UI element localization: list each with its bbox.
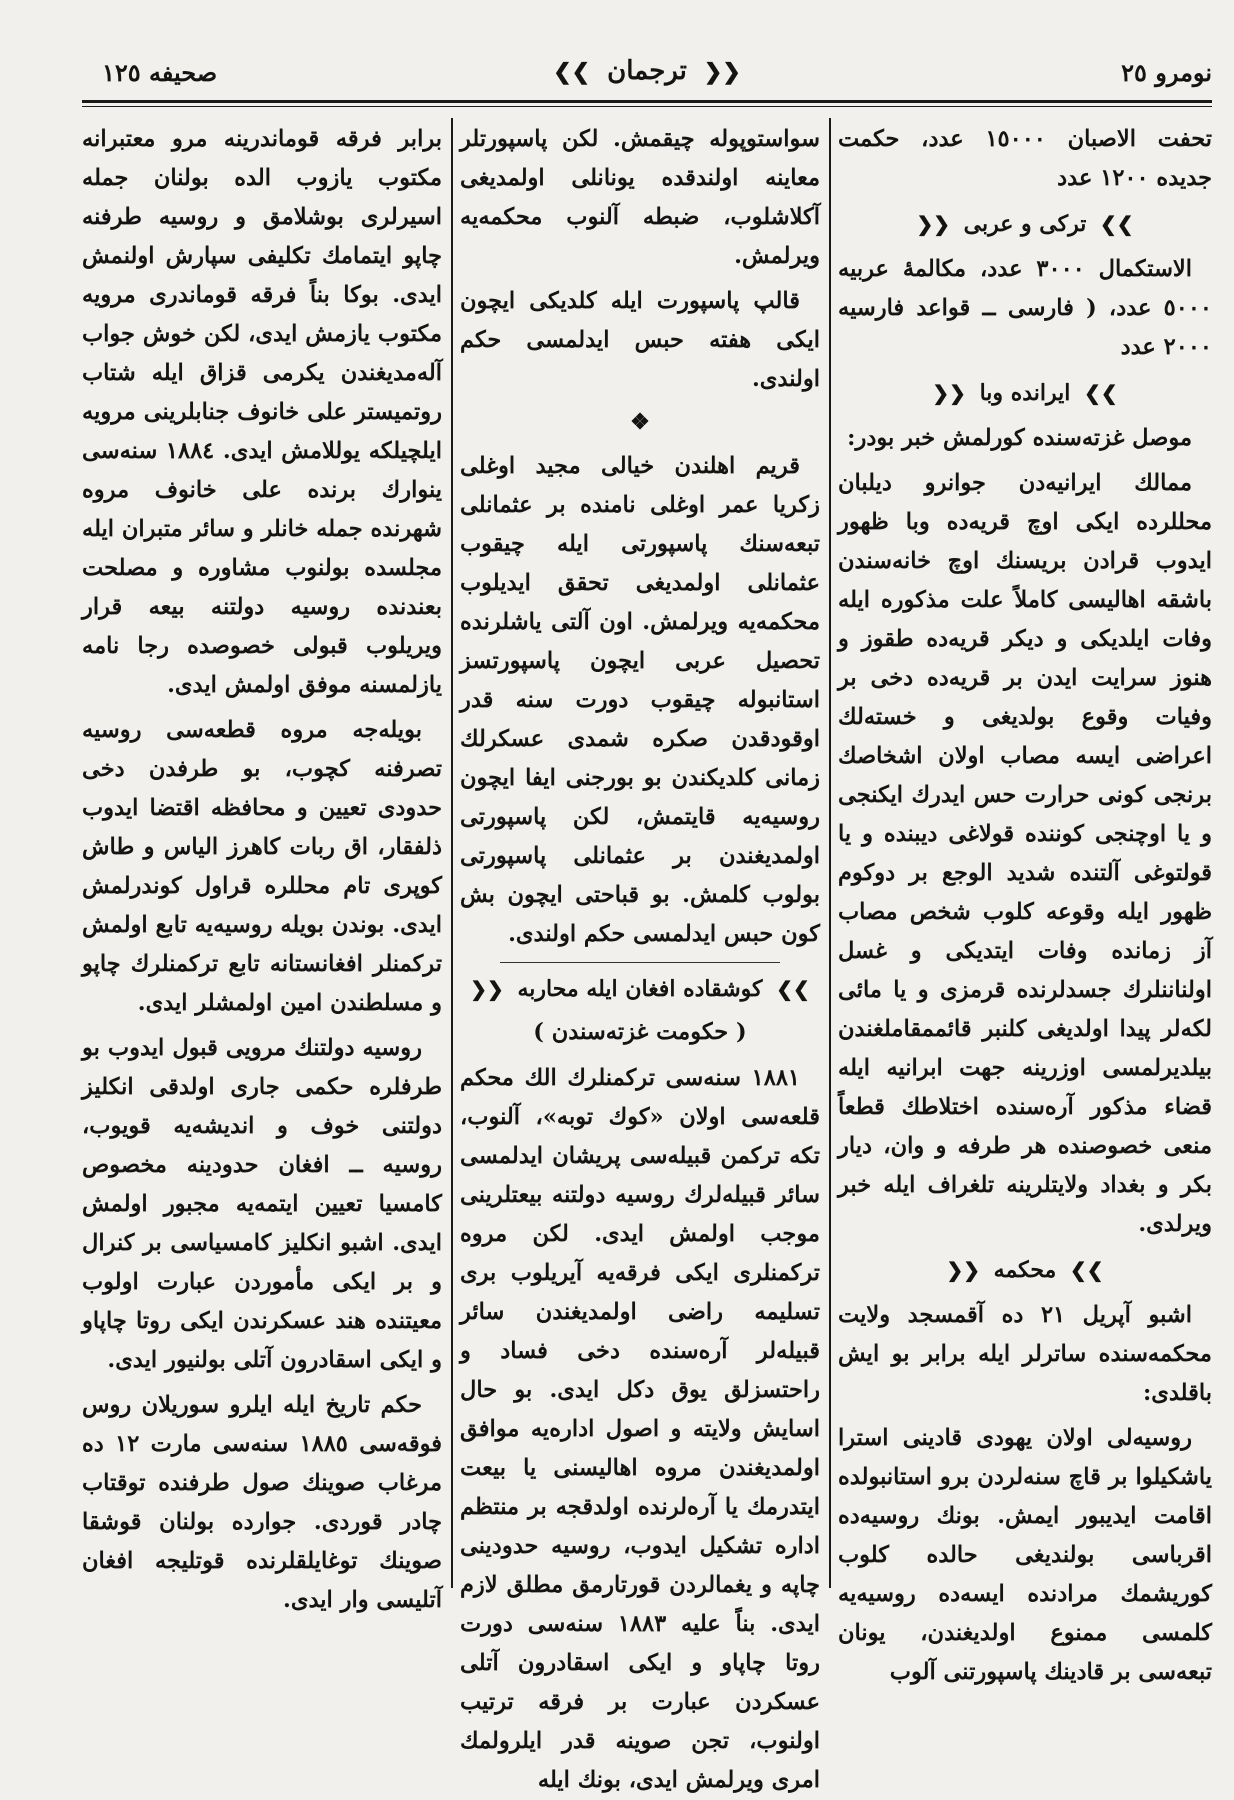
article-paragraph: برابر فرقه قوماندرينه مرو معتبرانه مکتوب يازوب الده بولنان جمله اسيرلری بوشلامق و روسيه طرفنه چاپو ايتمامك تکليفی سپارش اولنمش ايدی. بوکا بناً فرقه قوماندری مرويه مکتوب يازمش ايدی، لکن خوش جواب آله‌مديغندن يکرمی قزاق ايله شتاب روتميستر علی خانوف جنابلرينی مرويه ايلچيلکه يوللامش ايدی. ١٨٨٤ سنه‌سی ينوارك برنده علی خانوف مروه شهرنده جمله خانلر و سائر متبران ايله مجلسده بولنوب مشاوره و مصلحت بعندنده روسيه دولتنه بيعه قرار ويريلوب قبولی خصوصده رجا نامه يازلمسنه موفق اولمش ايدی.: [82, 126, 442, 698]
article-paragraph: حکم تاريخ ايله ايلرو سوريلان روس فوقه‌سی ١٨٨٥ سنه‌سی مارت ١٢ ده مرغاب صوينك صول طرفنده توقتاب چادر قوردی. جوارده بولنان قوشقا صوينك توغايلقلرنده قوتليجه افغان آتليسی وار ايدی.: [82, 1392, 442, 1613]
masthead-title-text: ترجمان: [607, 56, 687, 86]
section-heading: [838, 375, 1212, 411]
header-rule-thick: [82, 100, 1212, 103]
source-note: ( حکومت غزته‌سندن ): [533, 1019, 747, 1045]
column-left: [82, 120, 442, 1613]
section-heading-text: ترکی و عربی: [963, 211, 1087, 237]
article-paragraph: ممالك ايرانيه‌دن جوانرو ديلبان محللرده ايکی اوچ قريه‌ده وبا ظهور ايدوب قرادن بريسنك اوچ خانه‌سندن باشقه اهاليسی کاملاً علت مذکوره ايله وفات ايلديکی و ديکر قريه‌ده طقوز و هنوز سرايت ايدن بر قريه‌ده دخی بر وفيات وقوع بولديغی و خسته‌لك اعراضی ايسه مصاب اولان اشخاصك برنجی کونی حرارت حس ايدرك ايکنجی و يا اوچنجی کوننده قولاغی ديبنده و يا قولتوغی آلتنده شديد الوجع بر دوکوم ظهور ايله وقوعه کلوب شخص مصاب آز زمانده وفات ايتديکی و غسل اولناننلرك جسدلرنده قرمزی و يا مائی لکه‌لر پيدا اولديغی کلنبر قائممقاملغندن بيلديرلمسی اوزرينه جهت ابرانيه ايله قضاء مذکور آره‌سنده اختلاطك قطعاً منعی خصوصنده هر طرفه و وان، ديار بکر و بغداد ولايتلرينه تلغراف ايله خبر ويرلدی.: [838, 470, 1212, 1237]
column-right: [838, 120, 1212, 1685]
section-heading: [460, 971, 820, 1007]
ornament-left-icon: ❮❮: [703, 59, 741, 85]
header-rule-thin: [82, 106, 1212, 107]
ornament-right-icon: ❯❯: [776, 977, 810, 1001]
ornament-right-icon: ❯❯: [1070, 1258, 1104, 1282]
article-paragraph: قريم اهلندن خيالی مجيد اوغلی زکريا عمر اوغلی نامنده بر عثمانلی تبعه‌سنك پاسپورتی ايله چيقوب عثمانلی اولمديغی تحقق ايديلوب محکمه‌يه ويرلمش. اون آلتی ياشلرنده تحصيل عربی ايچون پاسپورتسز استانبوله چيقوب دورت سنه قدر اوقودقدن صکره شمدی عسکرلك زمانی کلديکندن بو بورجنی ايفا ايچون روسيه‌يه قايتمش، لکن پاسپورتی اولمديغندن بر عثمانلی پاسپورتی بولوب کلمش. بو قباحتی ايچون بش کون حبس ايدلمسی حکم اولندی.: [460, 453, 820, 947]
section-divider: [500, 962, 780, 963]
section-heading: [838, 1252, 1212, 1288]
ornament-left-icon: ❮❮: [916, 212, 950, 236]
page-number-label: صحيفه ١٢٥: [102, 58, 218, 87]
article-paragraph: قالپ پاسپورت ايله کلديکی ايچون ايکی هفته حبس ايدلمسی حکم اولندی.: [460, 288, 820, 392]
column-middle: [460, 120, 820, 1793]
section-heading: [838, 206, 1212, 242]
section-heading-text: محکمه: [993, 1257, 1057, 1283]
article-paragraph: اشبو آپريل ٢١ ده آقمسجد ولايت محکمه‌سنده ساترلر ايله برابر بو ايش باقلدی:: [838, 1302, 1212, 1406]
page-header: [82, 52, 1212, 98]
ornament-left-icon: ❮❮: [470, 977, 504, 1001]
column-divider-right: [829, 118, 831, 1588]
article-paragraph: تحفت الاصبان ١٥٠٠٠ عدد، حکمت جديده ١٢٠٠ عدد: [838, 126, 1212, 191]
column-divider-left: [451, 118, 453, 1588]
article-paragraph: الاستکمال ٣٠٠٠ عدد، مکالمۀ عربيه ٥٠٠٠ عدد، ( فارسی ــ قواعد فارسيه ٢٠٠٠ عدد: [838, 256, 1212, 360]
article-paragraph: سواستوپوله چيقمش. لکن پاسپورتلر معاينه اولندقده يونانلی اولمديغی آکلاشلوب، ضبطه آلنوب محکمه‌يه ويرلمش.: [460, 126, 820, 269]
article-paragraph: بويله‌جه مروه قطعه‌سی روسيه تصرفنه کچوب، بو طرفدن دخی حدودی تعيين و محافظه اقتضا ايدوب ذلفقار، اق ربات کاهرز الياس و طاش کوپری تام محللره قراول کوندرلمش ايدی. بوندن بويله روسيه‌يه تابع اولمش ترکمنلر افغانستانه تابع ترکمنلرك چاپو و مسلطندن امين اولمشلر ايدی.: [82, 717, 442, 1016]
ornament-right-icon: ❯❯: [1084, 381, 1118, 405]
ornament-left-icon: ❮❮: [946, 1258, 980, 1282]
article-paragraph: موصل غزته‌سنده کورلمش خبر بودر:: [847, 425, 1192, 451]
ornament-left-icon: ❮❮: [932, 381, 966, 405]
masthead-title: [545, 56, 749, 86]
article-paragraph: روسيه دولتنك مرويی قبول ايدوب بو طرفلره حکمی جاری اولدقی انکليز دولتنی خوف و انديشه‌يه قويوب، روسيه ــ افغان حدودينه مخصوص کامسيا تعيين ايتمه‌يه مجبور اولمش ايدی. اشبو انکليز کامسياسی بر کنرال و بر ايکی مأموردن عبارت اولوب معيتنده هند عسکرندن ايکی روتا چاپاو و ايکی اسقادرون آتلی بولنيور ايدی.: [82, 1035, 442, 1373]
article-paragraph: ١٨٨١ سنه‌سی ترکمنلرك الك محکم قلعه‌سی اولان «کوك توبه»، آلنوب، تکه ترکمن قبيله‌سی پريشان ايدلمسی سائر قبيله‌لرك روسيه دولتنه بيعتلرينی موجب اولمش ايدی. لکن مروه ترکمنلری ايکی فرقه‌يه آيريلوب بری تسليمه راضی اولمديغندن سائر قبيله‌لر آره‌سنده دخی فساد و راحتسزلق يوق دکل ايدی. بو حال اسايش ولايته و اصول اداره‌يه موافق اولمديغندن مروه اهاليسنی يا بيعت ايتدرمك يا آره‌لرنده اولدقجه بر منتظم اداره تشکيل ايدوب، روسيه حدودينی چاپه و يغمالردن قورتارمق مطلق لازم ايدی. بناً عليه ١٨٨٣ سنه‌سی دورت روتا چاپاو و ايکی اسقادرون آتلی عسکردن عبارت بر فرقه ترتيب اولنوب، تجن صوينه قدر ايلرولمك امری ويرلمش ايدی، بونك ايله: [460, 1065, 820, 1793]
issue-number-label: نومرو ٢٥: [1121, 58, 1212, 87]
ornament-right-icon: ❯❯: [1100, 212, 1134, 236]
article-paragraph: روسيه‌لی اولان يهودی قادينی استرا ياشکيلوا بر قاچ سنه‌لردن برو استانبولده اقامت ايديبور ايمش. بونك روسيه‌ده اقرباسی بولنديغی حالده کلوب کوريشمك مرادنده ايسه‌ده روسيه‌يه کلمسی ممنوع اولديغندن، يونان تبعه‌سی بر قادينك پاسپورتنی آلوب: [838, 1425, 1212, 1685]
separator-ornament-icon: ❖: [630, 409, 650, 435]
section-heading-text: ايرانده وبا: [979, 380, 1071, 406]
ornament-right-icon: ❯❯: [553, 59, 591, 85]
section-heading-text: کوشقاده افغان ايله محاربه: [517, 976, 763, 1002]
